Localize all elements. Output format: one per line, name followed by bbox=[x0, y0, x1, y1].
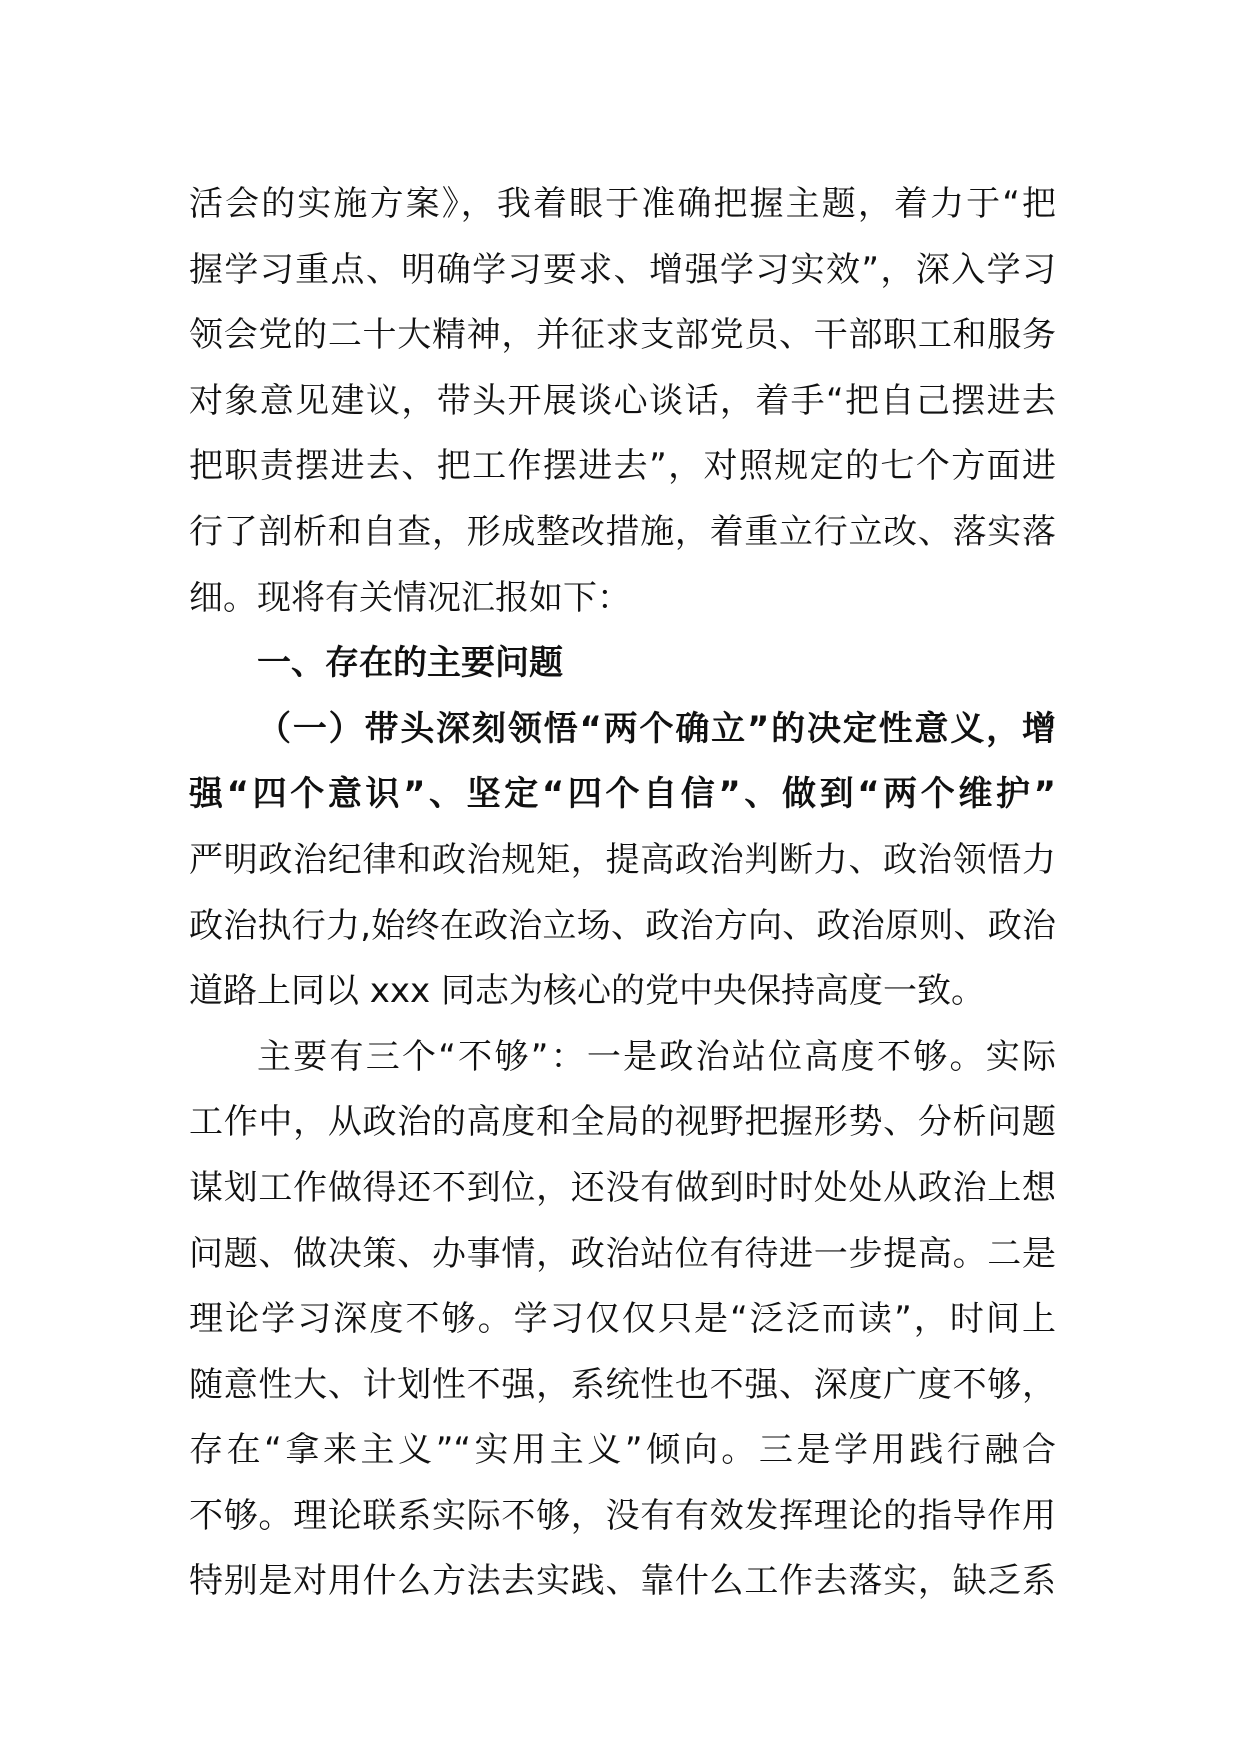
body-line: 行了剖析和自查，形成整改措施，着重立行立改、落实落 bbox=[189, 511, 1056, 552]
body-line: 领会党的二十大精神，并征求支部党员、干部职工和服务 bbox=[189, 315, 1056, 356]
section-heading: 一、存在的主要问题 bbox=[257, 643, 563, 684]
body-line: 细。现将有关情况汇报如下： bbox=[189, 577, 631, 618]
document-body bbox=[189, 172, 1056, 1615]
subsection-heading-line: 强“四个意识”、坚定“四个自信”、做到“两个维护” bbox=[189, 774, 1056, 815]
body-line: 特别是对用什么方法去实践、靠什么工作去落实，缺乏系 bbox=[189, 1561, 1056, 1602]
body-line: 问题、做决策、办事情，政治站位有待进一步提高。二是 bbox=[189, 1233, 1056, 1274]
body-line: 随意性大、计划性不强，系统性也不强、深度广度不够， bbox=[189, 1364, 1056, 1405]
body-line: 严明政治纪律和政治规矩，提高政治判断力、政治领悟力 bbox=[189, 839, 1056, 880]
body-line: 工作中，从政治的高度和全局的视野把握形势、分析问题 bbox=[189, 1102, 1056, 1143]
body-line: 对象意见建议，带头开展谈心谈话，着手“把自己摆进去 bbox=[189, 380, 1056, 421]
subsection-heading-line: （一）带头深刻领悟“两个确立”的决定性意义，增 bbox=[257, 708, 1056, 749]
body-line: 握学习重点、明确学习要求、增强学习实效”，深入学习 bbox=[189, 249, 1056, 290]
body-line: 把职责摆进去、把工作摆进去”，对照规定的七个方面进 bbox=[189, 446, 1056, 487]
body-line: 道路上同以 xxx 同志为核心的党中央保持高度一致。 bbox=[189, 971, 985, 1012]
body-line: 政治执行力,始终在政治立场、政治方向、政治原则、政治 bbox=[189, 905, 1056, 946]
body-line: 不够。理论联系实际不够，没有有效发挥理论的指导作用 bbox=[189, 1495, 1056, 1536]
body-line: 主要有三个“不够”：一是政治站位高度不够。实际 bbox=[257, 1036, 1056, 1077]
body-line: 存在“拿来主义”“实用主义”倾向。三是学用践行融合 bbox=[189, 1430, 1056, 1471]
body-line: 谋划工作做得还不到位，还没有做到时时处处从政治上想 bbox=[189, 1167, 1056, 1208]
body-line: 理论学习深度不够。学习仅仅只是“泛泛而读”，时间上 bbox=[189, 1299, 1056, 1340]
body-line: 活会的实施方案》，我着眼于准确把握主题，着力于“把 bbox=[189, 184, 1056, 224]
